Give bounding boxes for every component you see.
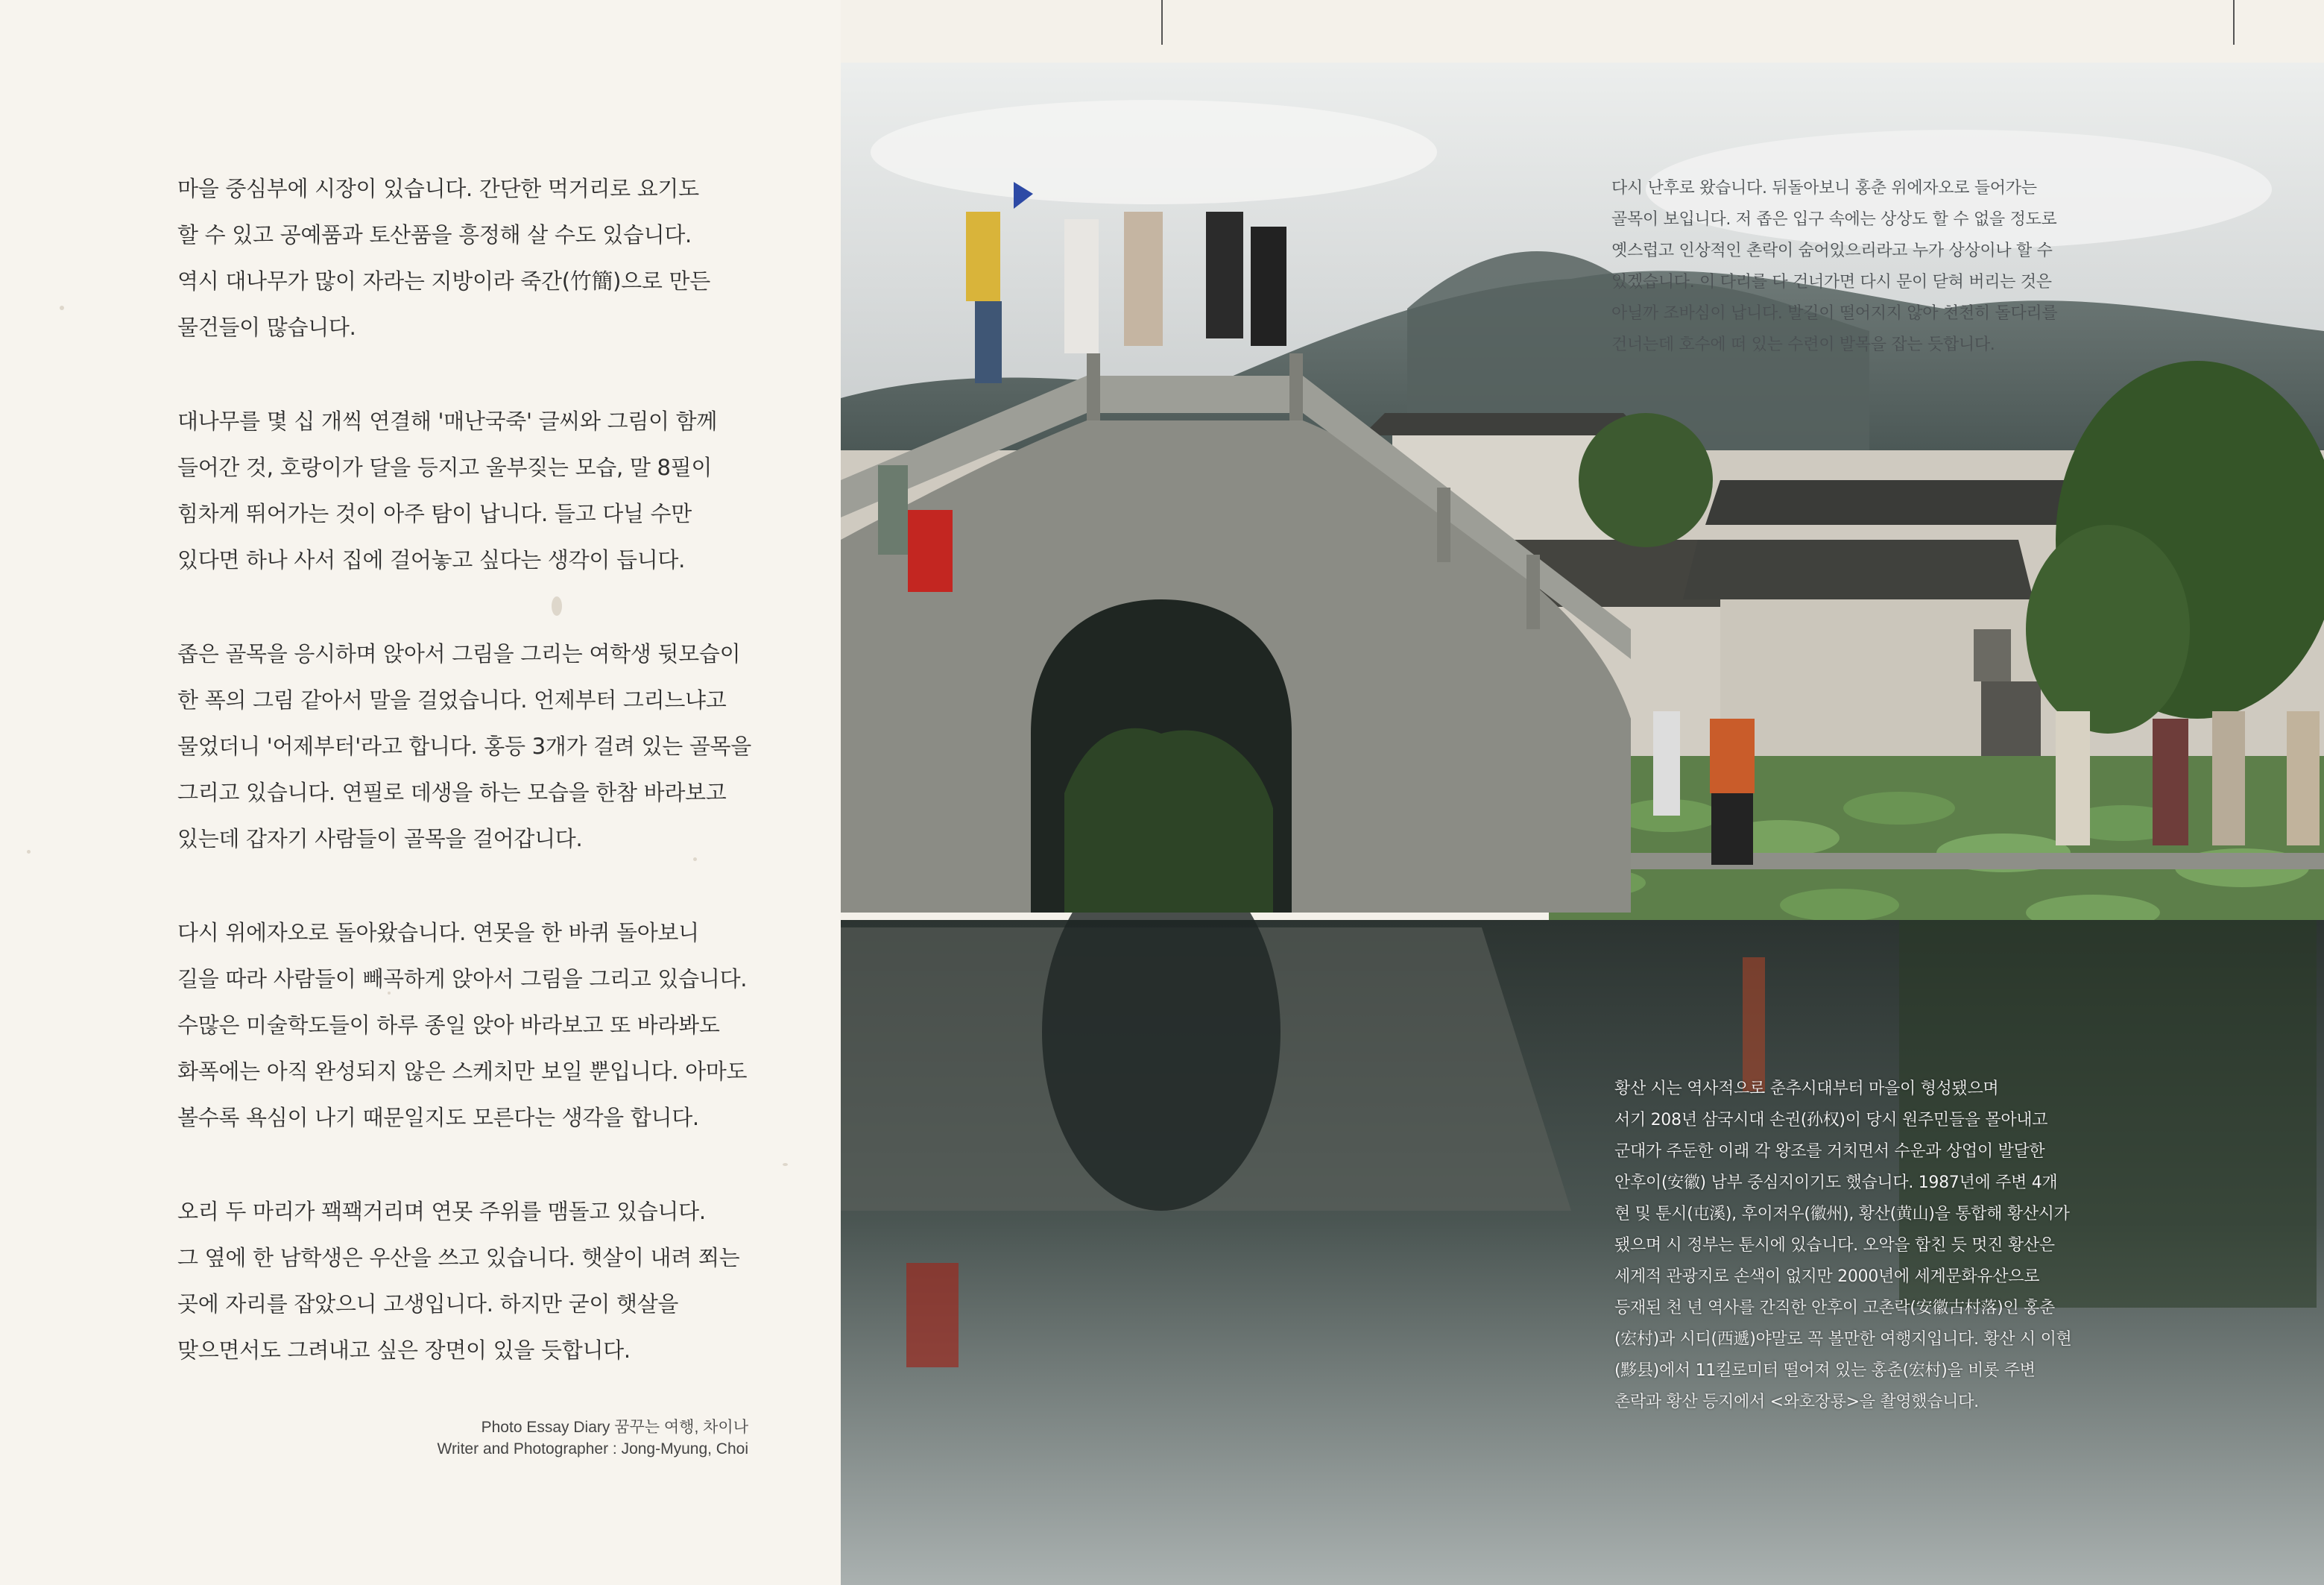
building-roof [1705, 480, 2108, 525]
left-page [0, 0, 841, 1585]
photo-caption-bottom: 황산 시는 역사적으로 춘추시대부터 마을이 형성됐으며 서기 208년 삼국시대 손권(孙权)이 당시 원주민들을 몰아내고 군대가 주둔한 이래 각 왕조를 거치면서 수운과 상업이 발달한 안후이(安徽) 남부 중심지이기도 했습니다. 1987년에 주변 4개 현 및 툰시(屯溪), 후이저우(徽州), 황산(黄山)을 통합해 황산시가 됐으며 시 정부는 툰시에 있습니다. 오악을 합친 듯 멋진 황산은 세계적 관광지로 손색이 없지만 2000년에 세계문화유산으로 등재된 천 년 역사를 간직한 안후이 고촌락(安徽古村落)인 홍춘 (宏村)과 시디(西遞)야말로 꼭 볼만한 여행지입니다. 황산 시 이현 (黟县)에서 11킬로미터 떨어져 있는 홍춘(宏村)을 비롯 주변 촌락과 황산 등지에서 <와호장룡>을 촬영했습니다. [1614, 1080, 2072, 1411]
lotus-leaf [1843, 792, 1955, 825]
essay-paragraph: 오리 두 마리가 꽥꽥거리며 연못 주위를 맴돌고 있습니다. 그 옆에 한 남학생은 우산을 쓰고 있습니다. 햇살이 내려 쬐는 곳에 자리를 잡았으니 고생입니다. 하지만 굳이 햇살을 맞으면서도 그려내고 싶은 장면이 있을 듯합니다. [177, 1199, 740, 1363]
person [1711, 793, 1753, 865]
building-window [1974, 629, 2011, 681]
person [975, 301, 1002, 383]
essay-paragraph: 다시 위에자오로 돌아왔습니다. 연못을 한 바퀴 돌아보니 길을 따라 사람들이 빼곡하게 앉아서 그림을 그리고 있습니다. 수많은 미술학도들이 하루 종일 앉아 바라보고 또 바라봐도 화폭에는 아직 완성되지 않은 스케치만 보일 뿐입니다. 아마도 볼수록 욕심이 나기 때문일지도 모른다는 생각을 합니다. [177, 920, 748, 1130]
paper-fiber [60, 306, 64, 310]
paper-fiber [783, 1163, 788, 1166]
lotus-leaf [1780, 889, 1899, 921]
arch-vegetation [1064, 728, 1273, 913]
person [1064, 219, 1099, 353]
credit-series-title: Photo Essay Diary 꿈꾸는 여행, 차이나 [481, 1419, 748, 1436]
person [2153, 719, 2188, 845]
person [1124, 212, 1163, 346]
tree [1579, 413, 1713, 547]
photo-credit [298, 1417, 748, 1460]
essay-paragraph: 마을 중심부에 시장이 있습니다. 간단한 먹거리로 요기도 할 수 있고 공예품과 토산품을 흥정해 살 수도 있습니다. 역시 대나무가 많이 자라는 지방이라 죽간(竹簡)으로 만든 물건들이 많습니다. [177, 176, 710, 340]
credit-author: Writer and Photographer : Jong-Myung, Choi [437, 1440, 748, 1458]
person [2287, 711, 2320, 845]
person [1206, 212, 1243, 338]
person [966, 212, 1000, 301]
person [2056, 711, 2090, 845]
bridge-post [1087, 353, 1100, 420]
stone-walkway [1541, 853, 2324, 869]
person [2212, 711, 2245, 845]
paper-fiber [27, 850, 31, 854]
building-roof [1683, 540, 2033, 599]
essay-paragraph: 좁은 골목을 응시하며 앉아서 그림을 그리는 여학생 뒷모습이 한 폭의 그림 같아서 말을 걸었습니다. 언제부터 그리느냐고 물었더니 '어제부터'라고 합니다. 홍등 3개가 걸려 있는 골목을 그리고 있습니다. 연필로 데생을 하는 모습을 한참 바라보고 있는데 갑자기 사람들이 골목을 걸어갑니다. [177, 641, 751, 851]
person [1251, 227, 1286, 346]
person [908, 510, 953, 592]
cloud [871, 100, 1437, 204]
photo-caption-top: 다시 난후로 왔습니다. 뒤돌아보니 홍춘 위에자오로 들어가는 골목이 보입니다. 저 좁은 입구 속에는 상상도 할 수 없을 정도로 옛스럽고 인상적인 촌락이 숨어있으리라고 누가 상상이나 할 수 있겠습니다. 이 다리를 다 건너가면 다시 문이 닫혀 버리는 것은 아닐까 조바심이 납니다. 발길이 떨어지지 않아 천천히 돌다리를 건너는데 호수에 떠 있는 수련이 발목을 잡는 듯합니다. [1611, 179, 2058, 354]
crop-mark [1161, 0, 1163, 45]
essay-paragraph: 대나무를 몇 십 개씩 연결해 '매난국죽' 글씨와 그림이 함께 들어간 것, 호랑이가 달을 등지고 울부짖는 모습, 말 8필이 힘차게 뛰어가는 것이 아주 탐이 납니다. 들고 다닐 수만 있다면 하나 사서 집에 걸어놓고 싶다는 생각이 듭니다. [177, 409, 718, 573]
bridge-post [1526, 555, 1540, 629]
tree [2026, 525, 2190, 734]
figure-reflection [1743, 957, 1765, 1091]
bridge-post [1437, 488, 1450, 562]
crop-mark [2233, 0, 2235, 45]
person [1710, 719, 1755, 793]
person [1653, 711, 1680, 816]
bridge-photo [841, 63, 2324, 1585]
person [878, 465, 908, 555]
paper-fiber [552, 596, 562, 616]
bridge-post [1289, 353, 1303, 420]
figure-reflection [906, 1263, 959, 1367]
photo-illustration [841, 63, 2324, 1585]
